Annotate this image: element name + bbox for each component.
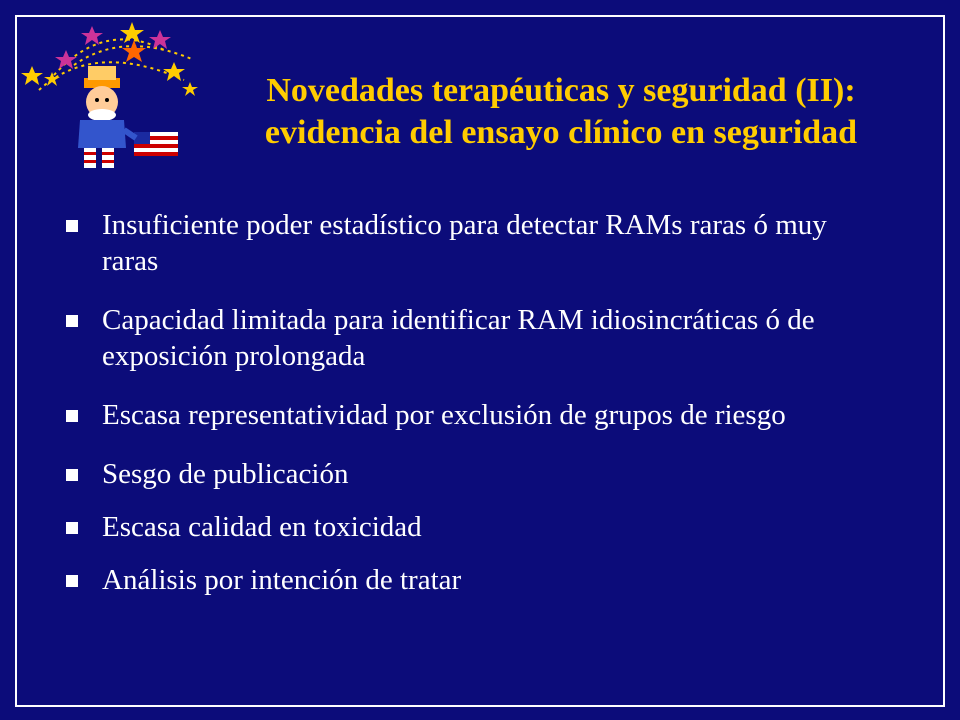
square-bullet-icon [66, 220, 78, 232]
bullet-item [62, 207, 872, 279]
bullet-text: Escasa calidad en toxicidad [102, 511, 422, 543]
bullet-item [62, 456, 872, 492]
uncle-sam-stars-icon [14, 20, 200, 170]
square-bullet-icon [66, 522, 78, 534]
bullet-text: Capacidad limitada para identificar RAM idiosincráticas ó de exposición prolongada [102, 304, 815, 372]
bullet-text: Sesgo de publicación [102, 458, 349, 490]
bullet-item [62, 397, 872, 433]
bullet-item [62, 509, 872, 545]
square-bullet-icon [66, 315, 78, 327]
bullet-text: Insuficiente poder estadístico para detectar RAMs raras ó muy raras [102, 209, 827, 277]
bullet-item [62, 302, 872, 374]
slide-title-line-2: evidencia del ensayo clínico en seguridad [264, 114, 858, 151]
slide-title [186, 70, 936, 154]
square-bullet-icon [66, 469, 78, 481]
square-bullet-icon [66, 410, 78, 422]
slide-title-line-1: Novedades terapéuticas y seguridad (II): [266, 72, 856, 109]
bullet-list [62, 207, 872, 615]
bullet-text: Escasa representatividad por exclusión de grupos de riesgo [102, 399, 786, 431]
square-bullet-icon [66, 575, 78, 587]
bullet-item [62, 562, 872, 598]
bullet-text: Análisis por intención de tratar [102, 564, 462, 596]
